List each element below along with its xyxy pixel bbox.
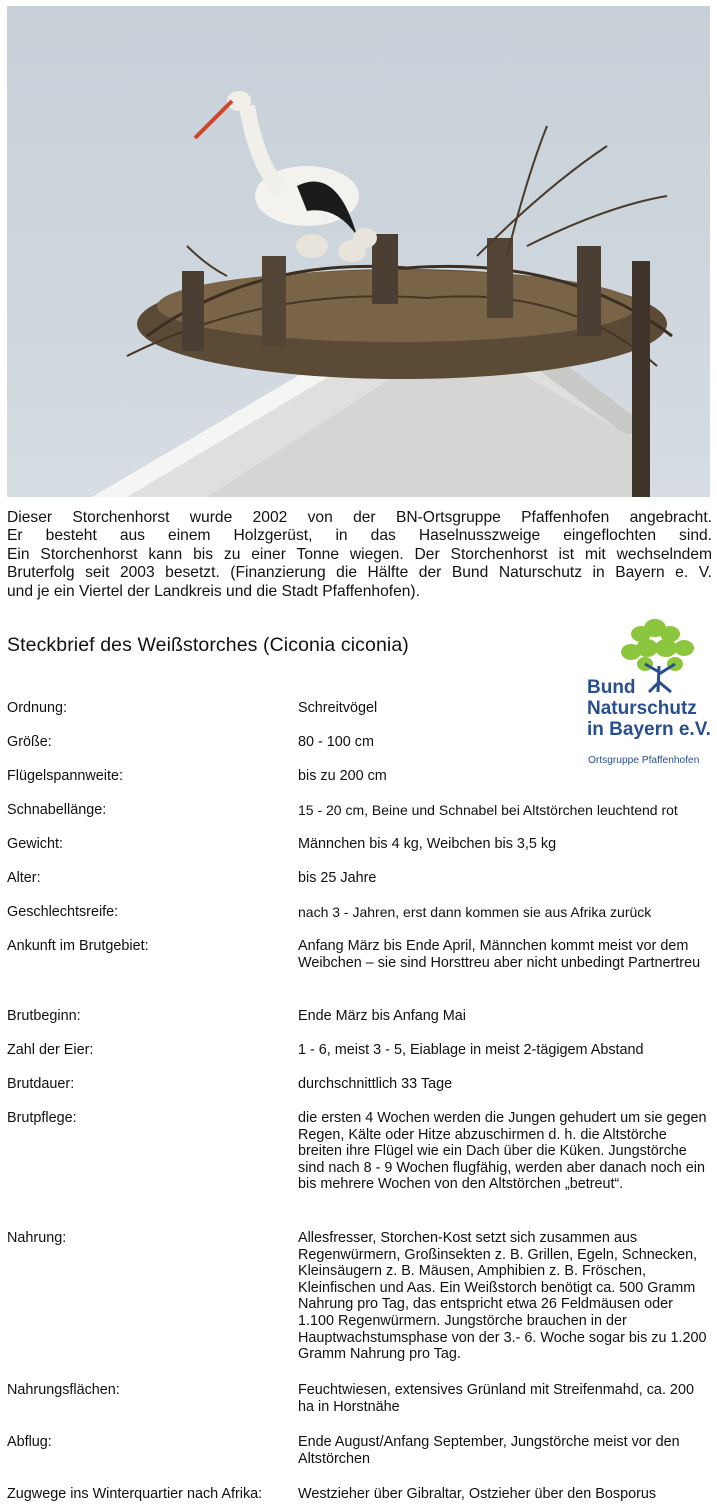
- fact-label: Abflug:: [7, 1434, 52, 1450]
- fact-label: Schnabellänge:: [7, 802, 107, 818]
- intro-line: Dieser Storchenhorst wurde 2002 von der BN-Ortsgruppe Pfaffenhofen angebracht.: [7, 509, 712, 526]
- fact-value: 1 - 6, meist 3 - 5, Eiablage in meist 2-tägigem Abstand: [298, 1042, 644, 1058]
- logo-line-2: Naturschutz: [587, 698, 697, 719]
- stork-nest-illustration: [7, 6, 710, 497]
- profile-heading: Steckbrief des Weißstorches (Ciconia ciconia): [7, 634, 409, 656]
- fact-value: bis zu 200 cm: [298, 768, 387, 784]
- fact-value: Ende März bis Anfang Mai: [298, 1008, 466, 1024]
- stork-nest-photo: [7, 6, 710, 497]
- fact-label: Alter:: [7, 870, 41, 886]
- fact-value: Schreitvögel: [298, 700, 378, 716]
- logo-line-3: in Bayern e.V.: [587, 719, 711, 740]
- fact-label: Zugwege ins Winterquartier nach Afrika:: [7, 1486, 263, 1502]
- fact-label: Flügelspannweite:: [7, 768, 123, 784]
- fact-value: 15 - 20 cm, Beine und Schnabel bei Altstörchen leuchtend rot: [298, 802, 678, 818]
- fact-value: Anfang März bis Ende April, Männchen kommt meist vor dem Weibchen – sie sind Horsttreu aber nicht unbedingt Partnertreu: [298, 938, 701, 971]
- fact-label: Zahl der Eier:: [7, 1042, 94, 1058]
- fact-label: Brutpflege:: [7, 1110, 77, 1126]
- fact-value: Allesfresser, Storchen-Kost setzt sich zusammen aus Regenwürmern, Großinsekten z. B. Grillen, Egeln, Schnecken, Kleinsäugern z. B. Mäusen, Amphibien z. B. Fröschen, Kleinfischen und Aas. Ein Weißstorch benötigt ca. 500 Gramm Nahrung pro Tag, das entspricht etwa 26 Feldmäusen oder 1.100 Regenwürmern. Jungstörche brauchen in der Hauptwachstumsphase von der 3.- 6. Woche sogar bis zu 1.200 Gramm Nahrung pro Tag.: [298, 1230, 707, 1363]
- fact-label: Größe:: [7, 734, 52, 750]
- fact-value: bis 25 Jahre: [298, 870, 377, 886]
- fact-value: durchschnittlich 33 Tage: [298, 1076, 453, 1092]
- fact-label: Ankunft im Brutgebiet:: [7, 938, 149, 954]
- fact-value: Feuchtwiesen, extensives Grünland mit Streifenmahd, ca. 200 ha in Horstnähe: [298, 1382, 694, 1415]
- fact-label: Ordnung:: [7, 700, 68, 716]
- intro-line: Bruterfolg seit 2003 besetzt. (Finanzierung die Hälfte der Bund Naturschutz in Bayern e. V.: [7, 564, 712, 582]
- fact-label: Nahrung:: [7, 1230, 67, 1246]
- fact-value: 80 - 100 cm: [298, 734, 374, 750]
- fact-label: Geschlechtsreife:: [7, 904, 119, 920]
- fact-label: Nahrungsflächen:: [7, 1382, 120, 1398]
- logo-line-1: Bund: [587, 677, 636, 698]
- fact-value: die ersten 4 Wochen werden die Jungen gehudert um sie gegen Regen, Kälte oder Hitze abzuschirmen d. h. die Altstörche breiten ihre Flügel wie ein Dach über die Küken. Jungstörche sind nach 8 - 9 Wochen flugfähig, werden aber danach noch ein bis mehrere Wochen von den Altstörchen „betreut“.: [298, 1110, 707, 1193]
- intro-line: Ein Storchenhorst kann bis zu einer Tonne wiegen. Der Storchenhorst ist mit wechselndem: [7, 545, 712, 563]
- fact-value: Westzieher über Gibraltar, Ostzieher über den Bosporus: [298, 1486, 657, 1502]
- logo-line-4: Ortsgruppe Pfaffenhofen: [588, 755, 700, 766]
- fact-value: Ende August/Anfang September, Jungstörche meist vor den Altstörchen: [298, 1434, 680, 1467]
- fact-value: nach 3 - Jahren, erst dann kommen sie aus Afrika zurück: [298, 904, 652, 920]
- fact-label: Gewicht:: [7, 836, 63, 852]
- intro-line: Er besteht aus einem Holzgerüst, in das Haselnusszweige eingeflochten sind.: [7, 527, 712, 545]
- intro-paragraph: [7, 509, 712, 601]
- fact-value: Männchen bis 4 kg, Weibchen bis 3,5 kg: [298, 836, 557, 852]
- fact-label: Brutdauer:: [7, 1076, 75, 1092]
- intro-line: und je ein Viertel der Landkreis und die Stadt Pfaffenhofen).: [7, 582, 420, 600]
- fact-label: Brutbeginn:: [7, 1008, 81, 1024]
